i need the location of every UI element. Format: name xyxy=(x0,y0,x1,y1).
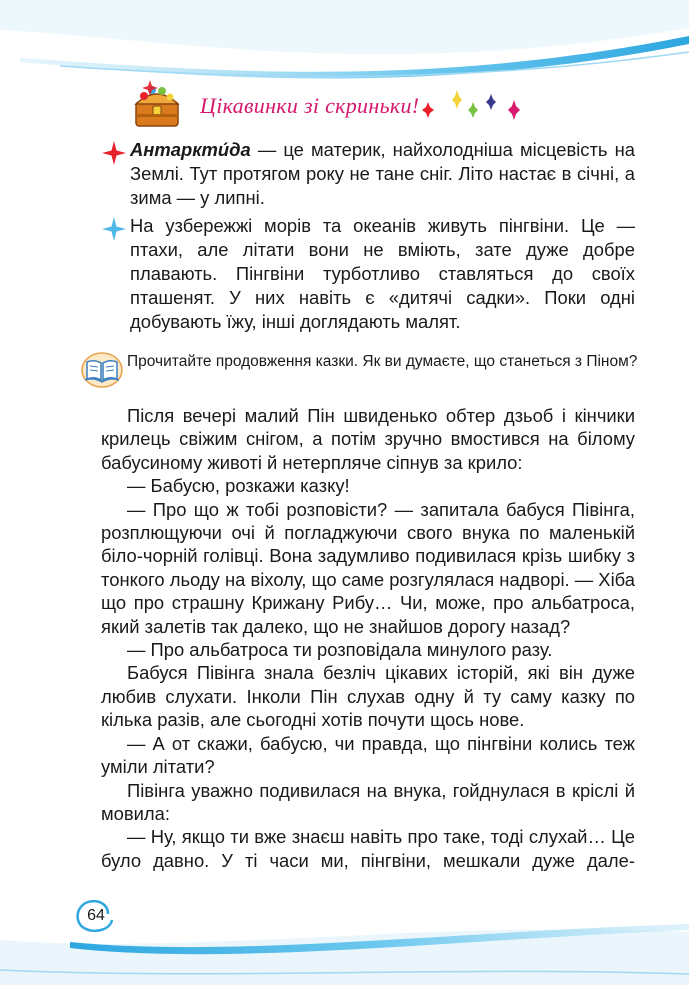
page-number: 64 xyxy=(87,907,105,924)
story-paragraph: Бабуся Півінга знала безліч цікавих історій, які він дуже любив слухати. Інколи Пін слухав одну й ту саму казку по кілька разів, але сьогодні хотів почути щось нове. xyxy=(101,662,635,731)
blue-star-bullet-icon xyxy=(101,216,127,242)
story-paragraph: Після вечері малий Пін швиденько обтер дзьоб і кінчики крилець свіжим снігом, а потім зручно вмостився на білому бабусиному животі й нетерпляче сіпнув за крило: xyxy=(101,405,635,473)
fact-text: — це материк, найхолодніша місцевість на Землі. Тут протягом року не тане сніг. Літо настає в січні, а зима — у липні. xyxy=(130,139,635,208)
story-text xyxy=(101,404,635,872)
story-paragraph: — Бабусю, розкажи казку! xyxy=(127,475,350,497)
story-paragraph: — Про альбатроса ти розповідала минулого разу. xyxy=(127,639,553,661)
story-paragraph: — Ну, якщо ти вже знаєш навіть про таке, тоді слухай… Це було давно. У ті часи ми, пінгвіни, мешкали дуже дале- xyxy=(101,826,635,871)
treasure-chest-icon xyxy=(130,78,184,132)
section-title: Цікавинки зі скриньки! xyxy=(200,93,420,118)
open-book-icon xyxy=(80,350,124,388)
top-wave-decoration xyxy=(0,0,689,90)
story-paragraph: Півінга уважно подивилася на внука, гойднулася в кріслі й мовила: xyxy=(101,779,635,824)
fact-antarctica xyxy=(130,138,635,210)
task-instruction: Прочитайте продовження казки. Як ви думаєте, що станеться з Піном? xyxy=(127,353,638,370)
decorative-stars-icon xyxy=(418,88,538,128)
story-paragraph: — Про що ж тобі розповісти? — запитала бабуся Півінга, розплющуючи очі й погладжуючи свого внука по маленькій біло-чорній голівці. Вона задумливо подивилася крізь шибку з тонкого льоду на віхолу, що саме розгулялася надворі. — Хіба що про страшну Крижану Рибу… Чи, може, про альбатроса, який залетів так далеко, що не знайшов дорогу назад? xyxy=(101,498,635,637)
story-paragraph: — А от скажи, бабусю, чи правда, що пінгвіни колись теж уміли літати? xyxy=(101,732,635,778)
red-star-bullet-icon xyxy=(101,140,127,166)
fact-term: Антаркти́да xyxy=(130,139,251,160)
fact-penguins: На узбережжі морів та океанів живуть пінгвіни. Це — птахи, але літати вони не вміють, зате дуже добре плавають. Пінгвіни турботливо ставляться до своїх пташенят. У них навіть є «дитячі садки». Поки одні добувають їжу, інші доглядають малят. xyxy=(130,215,635,332)
